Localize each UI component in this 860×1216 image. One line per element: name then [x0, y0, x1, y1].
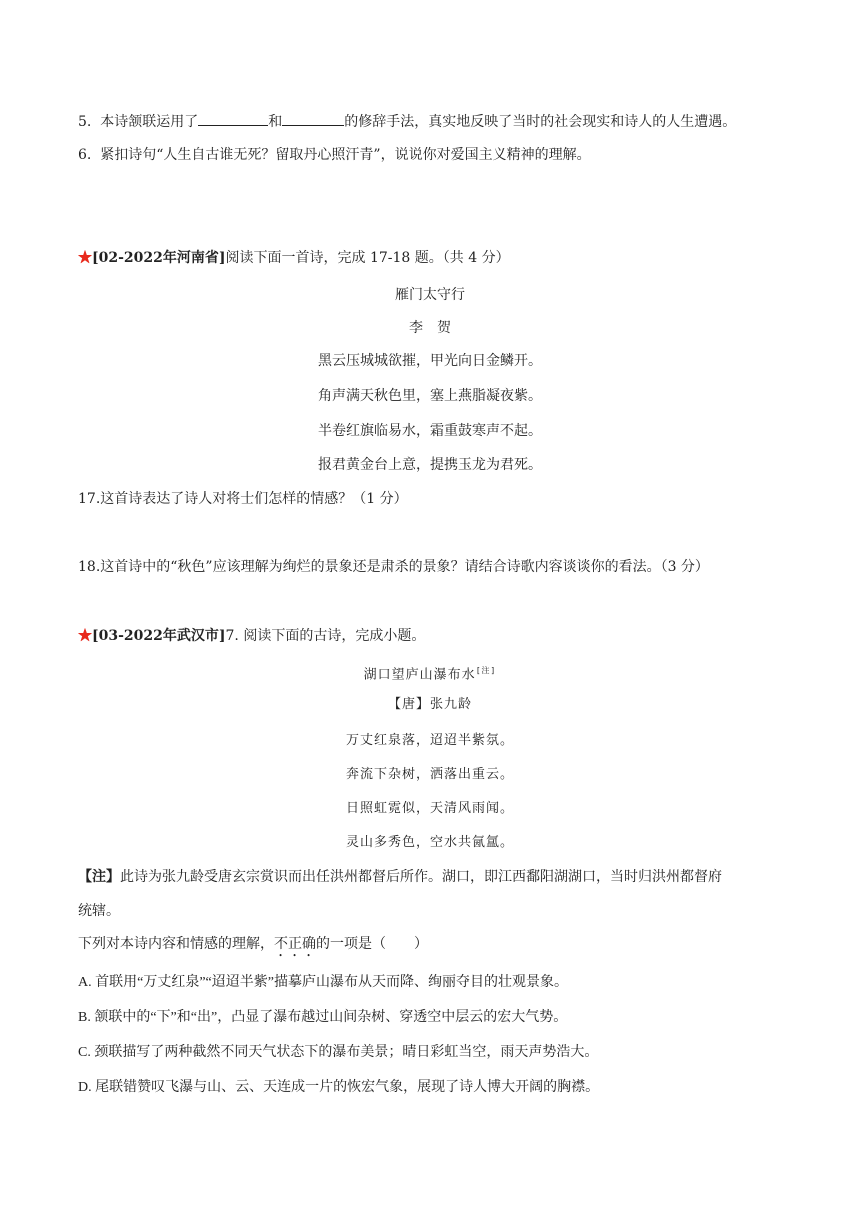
- question-text: 紧扣诗句“人生自古谁无死？留取丹心照汗青”，说说你对爱国主义精神的理解。: [100, 147, 591, 163]
- question-text-before: 本诗颔联运用了: [100, 114, 199, 130]
- question-5: [78, 111, 736, 132]
- poem-note-continued: 统辖。: [78, 903, 120, 919]
- poem-line: 奔流下杂树，洒落出重云。: [345, 767, 514, 782]
- question-17: 17.这首诗表达了诗人对将士们怎样的情感？（1 分）: [78, 491, 408, 507]
- note-text: 此诗为张九龄受唐玄宗赏识而出任洪州都督后所作。湖口，即江西鄱阳湖湖口，当时归洪州都督府: [120, 869, 722, 885]
- emphasized-text: 不正确: [274, 936, 316, 952]
- poem-line: 半卷红旗临易水，霜重鼓寒声不起。: [318, 423, 542, 439]
- section-intro: 7. 阅读下面的古诗，完成小题。: [225, 628, 426, 644]
- question-text-before: 下列对本诗内容和情感的理解，: [78, 936, 274, 952]
- option-d[interactable]: D. 尾联错赞叹飞瀑与山、云、天连成一片的恢宏气象，展现了诗人博大开阔的胸襟。: [78, 1080, 600, 1095]
- section-intro: 阅读下面一首诗，完成 17-18 题。（共 4 分）: [225, 250, 510, 266]
- answer-blank-2[interactable]: [282, 111, 344, 126]
- poem-author: 【唐】张九龄: [387, 697, 472, 712]
- poem-note: [78, 867, 722, 887]
- question-text-after: 的修辞手法，真实地反映了当时的社会现实和诗人的人生遭遇。: [344, 114, 737, 130]
- section-header-henan: [78, 248, 510, 268]
- option-c[interactable]: C. 颈联描写了两种截然不同天气状态下的瀑布美景；晴日彩虹当空，雨天声势浩大。: [78, 1045, 599, 1060]
- answer-blank-1[interactable]: [198, 111, 268, 126]
- poem-line: 报君黄金台上意，提携玉龙为君死。: [318, 457, 542, 473]
- question-number: 5.: [78, 114, 92, 130]
- poem-line: 角声满天秋色里，塞上燕脂凝夜紫。: [318, 388, 542, 404]
- multiple-choice-question: [78, 934, 428, 960]
- star-icon: ★: [78, 628, 92, 644]
- poem-line: 万丈红泉落，迢迢半紫氛。: [345, 733, 514, 748]
- section-header-wuhan: [78, 626, 425, 646]
- poem-title: 雁门太守行: [395, 287, 465, 303]
- question-text-after: 的一项是（ ）: [316, 936, 428, 952]
- poem-line: 黑云压城城欲摧，甲光向日金鳞开。: [318, 353, 542, 369]
- star-icon: ★: [78, 250, 92, 266]
- question-18: 18.这首诗中的“秋色”应该理解为绚烂的景象还是肃杀的景象？请结合诗歌内容谈谈你的看法。（3 分）: [78, 559, 709, 575]
- source-tag: [03-2022年武汉市]: [92, 628, 226, 644]
- poem-title: [0, 661, 860, 685]
- note-marker[interactable]: [注]: [475, 666, 497, 675]
- question-number: 6.: [78, 147, 92, 163]
- poem-title-text: 湖口望庐山瀑布水: [363, 667, 476, 683]
- option-a[interactable]: A. 首联用“万丈红泉”“迢迢半紫”描摹庐山瀑布从天而降、绚丽夺目的壮观景象。: [78, 975, 568, 990]
- poem-line: 灵山多秀色，空水共氤氲。: [345, 835, 514, 850]
- source-tag: [02-2022年河南省]: [92, 250, 226, 266]
- question-6: [78, 145, 591, 165]
- poem-line: 日照虹霓似，天清风雨闻。: [345, 801, 514, 816]
- option-b[interactable]: B. 颔联中的“下”和“出”，凸显了瀑布越过山间杂树、穿透空中层云的宏大气势。: [78, 1010, 568, 1025]
- question-text-middle: 和: [268, 114, 283, 130]
- poem-author: 李 贺: [409, 320, 451, 336]
- note-label: 【注】: [78, 869, 120, 885]
